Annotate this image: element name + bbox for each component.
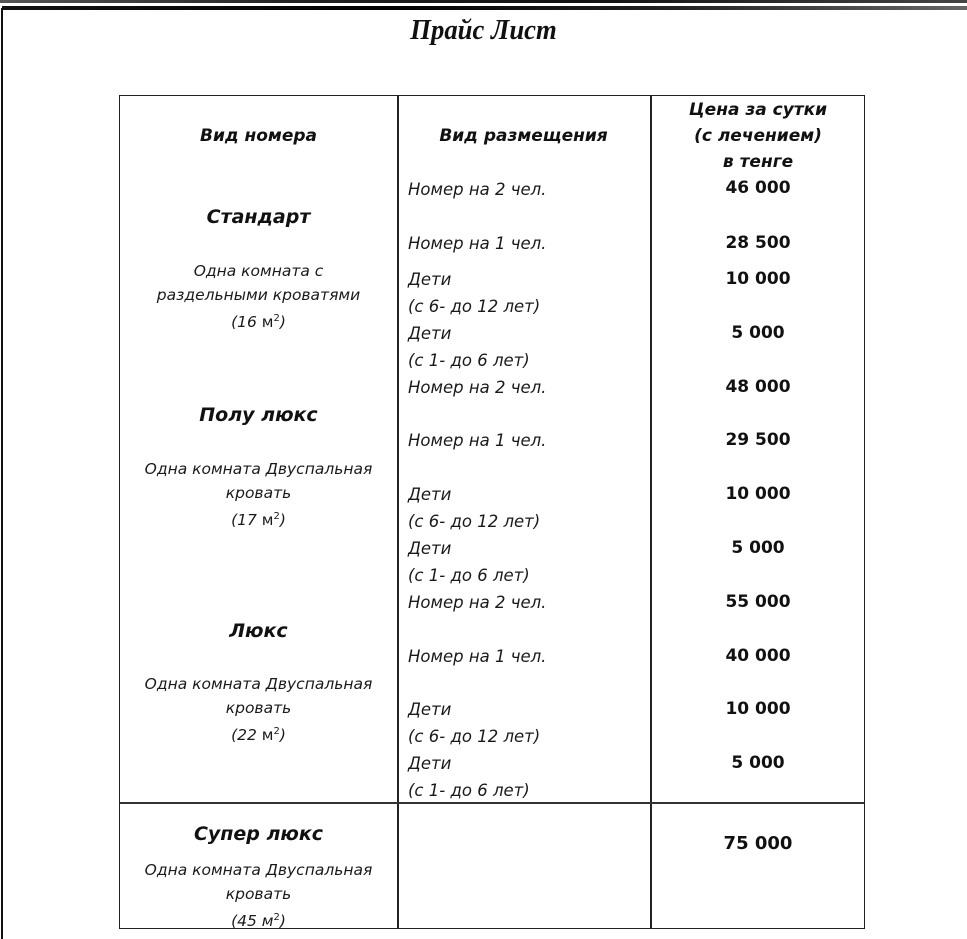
placement-line: Дети	[408, 754, 452, 773]
placement-line: (с 1- до 6 лет)	[408, 781, 530, 800]
header-price-line2: (с лечением)	[694, 126, 822, 146]
price-cell: 29 500	[725, 430, 791, 450]
price-cell: 46 000	[725, 178, 791, 198]
price-cell: 28 500	[725, 233, 791, 253]
placement-cell	[408, 535, 530, 589]
price-cell: 5 000	[731, 753, 785, 773]
header-price-line3: в тенге	[722, 152, 794, 172]
room-desc-line: раздельными кроватями	[156, 286, 361, 304]
price-cell: 55 000	[725, 592, 791, 612]
room-name: Стандарт	[206, 206, 311, 228]
left-page-border	[1, 8, 3, 939]
placement-line: Дети	[408, 539, 452, 558]
room-desc-line: кровать	[225, 484, 292, 502]
price-cell: 10 000	[725, 484, 791, 504]
header-placement: Вид размещения	[439, 126, 608, 146]
placement-line: Дети	[408, 700, 452, 719]
room-description	[120, 259, 397, 334]
placement-cell: Номер на 1 чел.	[408, 234, 547, 253]
header-room-type: Вид номера	[199, 126, 317, 146]
room-desc-line: Одна комната Двуспальная	[144, 460, 373, 478]
room-name: Супер люкс	[193, 823, 324, 845]
room-desc-line: Одна комната с	[193, 262, 324, 280]
placement-cell	[408, 266, 540, 320]
price-table	[119, 95, 865, 929]
placement-cell: Номер на 1 чел.	[408, 431, 547, 450]
placement-cell	[408, 696, 540, 750]
room-area: (17 $м^2$)	[231, 511, 286, 529]
room-description	[120, 672, 397, 747]
price-cell: 75 000	[723, 833, 793, 854]
price-cell: 48 000	[725, 377, 791, 397]
room-description	[120, 457, 397, 532]
room-area: (22 $м^2$)	[231, 726, 286, 744]
room-desc-line: кровать	[225, 699, 292, 717]
room-name: Люкс	[229, 620, 288, 642]
price-cell: 5 000	[731, 323, 785, 343]
placement-line: Дети	[408, 270, 452, 289]
placement-line: (с 1- до 6 лет)	[408, 351, 530, 370]
placement-cell: Номер на 2 чел.	[408, 378, 547, 397]
room-area: (45 $м^2$)	[231, 912, 286, 930]
room-name: Полу люкс	[199, 404, 318, 426]
placement-line: Дети	[408, 324, 452, 343]
header-price	[650, 97, 866, 175]
placement-cell	[408, 320, 530, 374]
placement-line: (с 6- до 12 лет)	[408, 727, 541, 746]
page-title: Прайс Лист	[410, 14, 557, 46]
price-cell: 40 000	[725, 646, 791, 666]
room-description	[120, 858, 397, 933]
placement-line: (с 1- до 6 лет)	[408, 566, 530, 585]
placement-line: Дети	[408, 485, 452, 504]
placement-line: (с 6- до 12 лет)	[408, 512, 541, 531]
placement-cell: Номер на 2 чел.	[408, 593, 547, 612]
placement-cell: Номер на 1 чел.	[408, 647, 547, 666]
price-cell: 10 000	[725, 269, 791, 289]
placement-line: (с 6- до 12 лет)	[408, 297, 541, 316]
room-desc-line: кровать	[225, 885, 292, 903]
placement-cell	[408, 481, 540, 535]
price-cell: 5 000	[731, 538, 785, 558]
price-cell: 10 000	[725, 699, 791, 719]
placement-cell: Номер на 2 чел.	[408, 180, 547, 199]
top-decorative-rule	[0, 0, 967, 3]
placement-cell	[408, 750, 530, 804]
header-price-line1: Цена за сутки	[688, 100, 828, 120]
room-area: (16 $м^2$)	[231, 313, 286, 331]
room-desc-line: Одна комната Двуспальная	[144, 861, 373, 879]
room-desc-line: Одна комната Двуспальная	[144, 675, 373, 693]
top-decorative-rule-thick	[2, 6, 967, 10]
